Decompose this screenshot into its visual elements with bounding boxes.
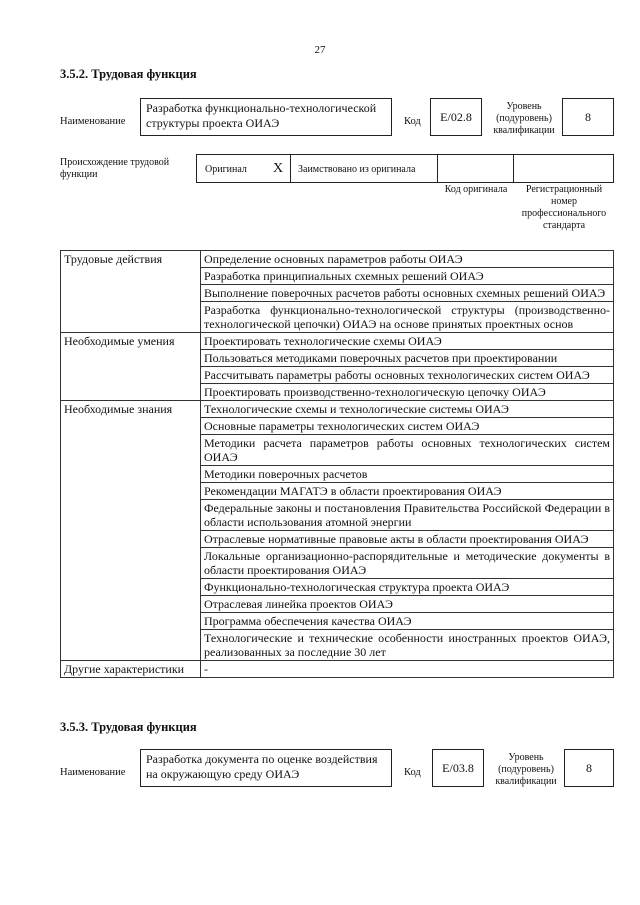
table-cell: Основные параметры технологических систем ОИАЭ — [201, 418, 614, 435]
table-cell: Рекомендации МАГАТЭ в области проектирования ОИАЭ — [201, 483, 614, 500]
code-label: Код — [404, 116, 421, 127]
level-field: 8 — [562, 98, 614, 136]
section-heading: 3.5.3. Трудовая функция — [60, 720, 197, 734]
code-field: E/02.8 — [430, 98, 482, 136]
table-cell: - — [201, 661, 614, 678]
code-label: Код — [404, 767, 421, 778]
origin-divider — [513, 155, 514, 182]
page-number: 27 — [314, 44, 326, 56]
table-cell: Определение основных параметров работы ОИАЭ — [201, 251, 614, 268]
table-cell: Отраслевая линейка проектов ОИАЭ — [201, 596, 614, 613]
table-cell: Методики расчета параметров работы основных технологических систем ОИАЭ — [201, 435, 614, 466]
table-cell: Технологические и технические особенности иностранных проектов ОИАЭ, реализованных за последние 30 лет — [201, 630, 614, 661]
row-label: Трудовые действия — [61, 251, 201, 333]
table-cell: Выполнение поверочных расчетов работы основных схемных решений ОИАЭ — [201, 285, 614, 302]
section-heading: 3.5.2. Трудовая функция — [60, 67, 197, 81]
row-label: Необходимые знания — [61, 401, 201, 661]
table-cell: Программа обеспечения качества ОИАЭ — [201, 613, 614, 630]
table-cell: Технологические схемы и технологические системы ОИАЭ — [201, 401, 614, 418]
original-mark: X — [273, 161, 284, 176]
table-row — [61, 333, 614, 350]
origin-label: Происхождение трудовой функции — [60, 157, 170, 180]
origin-divider — [437, 155, 438, 182]
code-field: E/03.8 — [432, 749, 484, 787]
level-label: Уровень (подуровень) квалификации — [493, 101, 555, 136]
borrowed-label: Заимствовано из оригинала — [298, 164, 416, 175]
table-cell: Федеральные законы и постановления Правительства Российской Федерации в области использования атомной энергии — [201, 500, 614, 531]
function-details-table — [60, 250, 614, 678]
level-label: Уровень (подуровень) квалификации — [495, 752, 557, 787]
row-label: Другие характеристики — [61, 661, 201, 678]
reg-number-caption: Регистрационный номер профессионального стандарта — [521, 184, 607, 231]
table-cell: Функционально-технологическая структура проекта ОИАЭ — [201, 579, 614, 596]
table-row — [61, 251, 614, 268]
table-row — [61, 401, 614, 418]
original-label: Оригинал — [205, 164, 247, 175]
function-name-field: Разработка функционально-технологической структуры проекта ОИАЭ — [140, 98, 392, 136]
origin-divider — [290, 155, 291, 182]
table-cell: Локальные организационно-распорядительные и методические документы в области проектирования ОИАЭ — [201, 548, 614, 579]
table-cell: Проектировать производственно-технологическую цепочку ОИАЭ — [201, 384, 614, 401]
name-label: Наименование — [60, 116, 126, 127]
table-cell: Рассчитывать параметры работы основных технологических систем ОИАЭ — [201, 367, 614, 384]
table-cell: Методики поверочных расчетов — [201, 466, 614, 483]
origin-code-caption: Код оригинала — [444, 184, 508, 195]
origin-table — [196, 154, 614, 183]
table-cell: Отраслевые нормативные правовые акты в области проектирования ОИАЭ — [201, 531, 614, 548]
table-row — [61, 661, 614, 678]
table-cell: Пользоваться методиками поверочных расчетов при проектировании — [201, 350, 614, 367]
table-cell: Разработка функционально-технологической структуры (производственно-технологической цепочки) ОИАЭ на основе принятых проектных основ — [201, 302, 614, 333]
row-label: Необходимые умения — [61, 333, 201, 401]
table-cell: Проектировать технологические схемы ОИАЭ — [201, 333, 614, 350]
level-field: 8 — [564, 749, 614, 787]
function-name-field: Разработка документа по оценке воздействия на окружающую среду ОИАЭ — [140, 749, 392, 787]
name-label: Наименование — [60, 767, 126, 778]
table-cell: Разработка принципиальных схемных решений ОИАЭ — [201, 268, 614, 285]
